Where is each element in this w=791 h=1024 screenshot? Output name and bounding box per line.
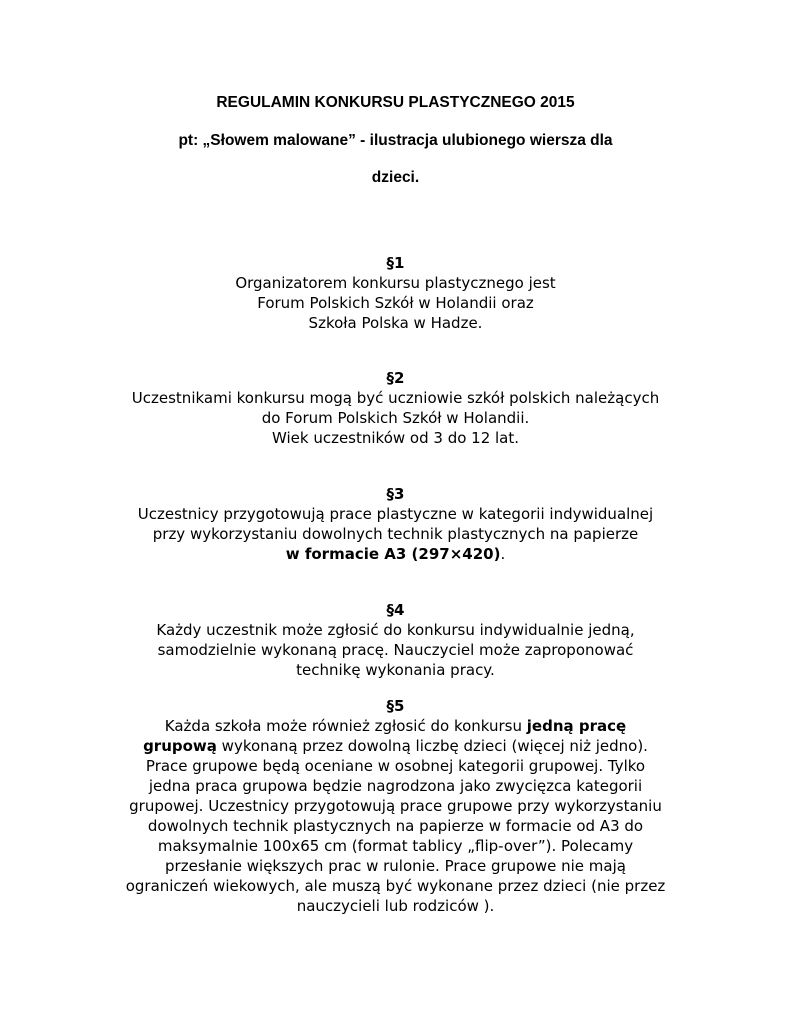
section-text-line bbox=[100, 716, 691, 736]
format-emphasis: w formacie A3 (297×420) bbox=[285, 545, 501, 563]
section-text-line: do Forum Polskich Szkół w Holandii. bbox=[261, 409, 530, 427]
section-text-line: Każdy uczestnik może zgłosić do konkursu indywidualnie jedną, bbox=[156, 621, 635, 639]
section-number: §3 bbox=[386, 485, 405, 503]
section-3 bbox=[100, 484, 691, 564]
section-text-line: nauczycieli lub rodziców ). bbox=[296, 897, 495, 915]
section-5 bbox=[100, 696, 691, 916]
section-text-line: ograniczeń wiekowych, ale muszą być wykonane przez dzieci (nie przez bbox=[125, 877, 666, 895]
document-subtitle-line-2: dzieci. bbox=[371, 169, 420, 186]
section-text-line: dowolnych technik plastycznych na papierze w formacie od A3 do bbox=[147, 817, 644, 835]
document-subtitle-line-1: pt: „Słowem malowane” - ilustracja ulubionego wiersza dla bbox=[178, 132, 613, 149]
section-number: §4 bbox=[386, 601, 405, 619]
section-2 bbox=[100, 368, 691, 448]
section-text-line: jedna praca grupowa będzie nagrodzona jako zwycięzca kategorii bbox=[148, 777, 643, 795]
section-number: §2 bbox=[386, 369, 405, 387]
section-text-line bbox=[100, 736, 691, 756]
group-work-emphasis: grupową bbox=[143, 737, 217, 755]
section-text-line: samodzielnie wykonaną pracę. Nauczyciel może zaproponować bbox=[157, 641, 634, 659]
group-work-emphasis: jedną pracę bbox=[526, 717, 627, 735]
section-number: §1 bbox=[386, 254, 405, 272]
section-text-line: Prace grupowe będą oceniane w osobnej kategorii grupowej. Tylko bbox=[145, 757, 646, 775]
section-text-line: przesłanie większych prac w rulonie. Prace grupowe nie mają bbox=[165, 857, 626, 875]
document-title: REGULAMIN KONKURSU PLASTYCZNEGO 2015 bbox=[216, 94, 575, 111]
section-text-fragment: wykonaną przez dowolną liczbę dzieci (więcej niż jedno). bbox=[216, 737, 648, 755]
section-4 bbox=[100, 600, 691, 680]
section-text-line: Organizatorem konkursu plastycznego jest bbox=[235, 274, 556, 292]
section-text-line: Forum Polskich Szkół w Holandii oraz bbox=[257, 294, 534, 312]
section-text-line: maksymalnie 100x65 cm (format tablicy „flip-over”). Polecamy bbox=[157, 837, 634, 855]
section-text-fragment: Każda szkoła może również zgłosić do konkursu bbox=[164, 717, 527, 735]
section-text-line: Uczestnicy przygotowują prace plastyczne w kategorii indywidualnej bbox=[137, 505, 654, 523]
section-text-line: Uczestnikami konkursu mogą być uczniowie szkół polskich należących bbox=[131, 389, 660, 407]
section-text-line: przy wykorzystaniu dowolnych technik plastycznych na papierze bbox=[152, 525, 639, 543]
section-text-line: Szkoła Polska w Hadze. bbox=[308, 314, 483, 332]
section-text-line bbox=[100, 544, 691, 564]
section-text-line: technikę wykonania pracy. bbox=[296, 661, 495, 679]
section-text-line: grupowej. Uczestnicy przygotowują prace grupowe przy wykorzystaniu bbox=[129, 797, 662, 815]
section-1 bbox=[100, 253, 691, 333]
format-period: . bbox=[500, 545, 506, 563]
section-text-line: Wiek uczestników od 3 do 12 lat. bbox=[271, 429, 520, 447]
section-number: §5 bbox=[386, 697, 405, 715]
